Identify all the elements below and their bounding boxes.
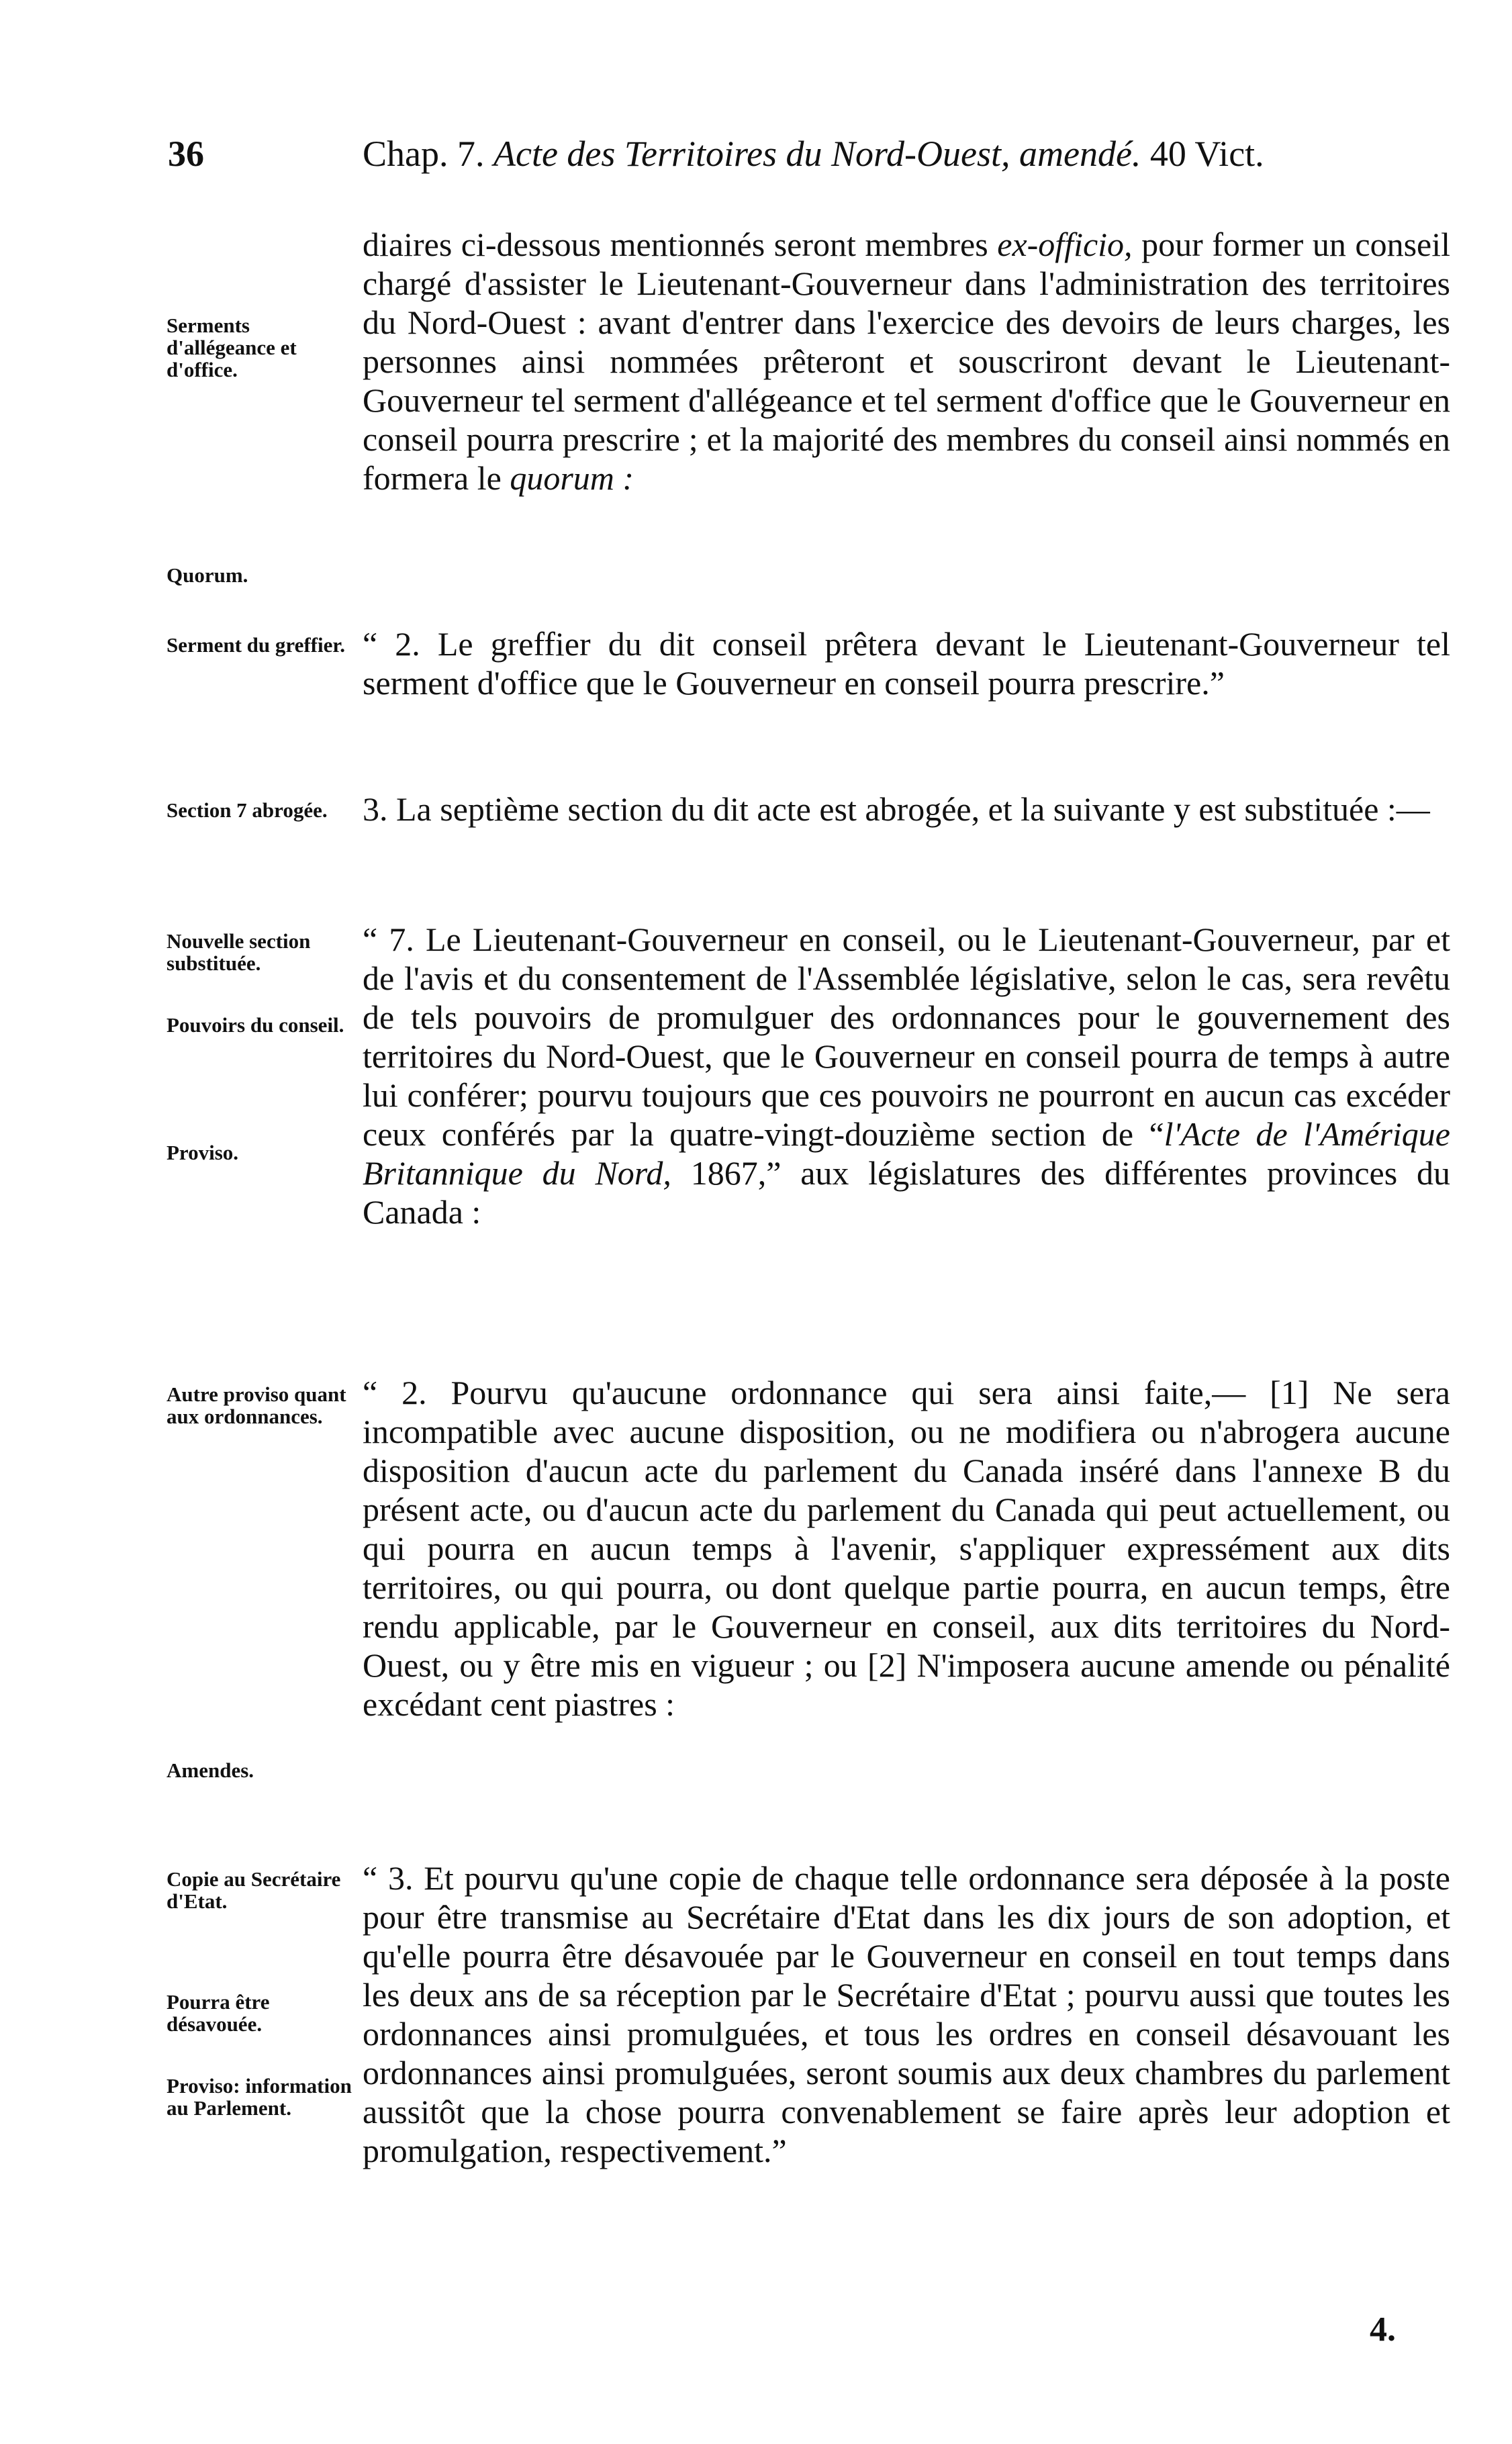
p4-text-a: “ 7. Le Lieutenant-Gouverneur en conseil, ou le Lieutenant-Gouverneur, par et de l'avis et du consentement de l'Assemblée législative, selon le cas, sera revêtu de tels pouvoirs de promulguer des ordonnances pour le gouvernement des territoires du Nord-Ouest, que le Gouverneur en conseil pourra de temps à autre lui conférer; pourvu toujours que ces pouvoirs ne pourront en aucun cas excéder ceux conférés par la quatre-vingt-douzième section de “ <box>363 921 1450 1153</box>
running-header <box>168 133 1444 180</box>
p3-text: 3. La septième section du dit acte est abrogée, et la suivante y est substituée :— <box>363 790 1430 828</box>
p4-text-b: 1867,” aux législatures des différentes provinces du Canada : <box>363 1154 1450 1231</box>
margin-note-pouvoirs: Pouvoirs du conseil. <box>167 1013 344 1037</box>
p4-act-title: l'Acte de l'Amérique Britannique du Nord, <box>363 1115 1450 1192</box>
paragraph-2 <box>363 624 1450 702</box>
p5-text: “ 2. Pourvu qu'aucune ordonnance qui sera ainsi faite,— [1] Ne sera incompatible avec aucune disposition, ou ne modifiera ou n'abrogera aucune disposition d'aucun acte du parlement du Canada inséré dans l'annexe B du présent acte, ou d'aucun acte du parlement du Canada qui peut actuellement, ou qui pourra en aucun temps à l'avenir, s'appliquer expressément aux dits territoires, ou qui pourra, ou dont quelque partie pourra, en aucun temps, être rendu applicable, par le Gouverneur en conseil, aux dits territoires du Nord-Ouest, ou y être mis en vigueur ; ou [2] N'imposera aucune amende ou pénalité excédant cent piastres : <box>363 1374 1450 1723</box>
paragraph-1 <box>363 225 1450 498</box>
p2-text: “ 2. Le greffier du dit conseil prêtera devant le Lieutenant-Gouverneur tel serment d'office que le Gouverneur en conseil pourra prescrire.” <box>363 625 1450 702</box>
running-title <box>363 133 1264 175</box>
margin-note-copie: Copie au Secrétaire d'Etat. <box>167 1867 341 1913</box>
margin-note-quorum: Quorum. <box>167 563 248 587</box>
margin-note-desavouee: Pourra être désavouée. <box>167 1990 270 2036</box>
paragraph-4 <box>363 920 1450 1231</box>
paragraph-5 <box>363 1373 1450 1724</box>
margin-note-proviso: Proviso. <box>167 1141 239 1164</box>
margin-note-serments: Serments d'allégeance et d'office. <box>167 314 297 381</box>
p1-text-a: diaires ci-dessous mentionnés seront membres <box>363 226 988 263</box>
p6-text: “ 3. Et pourvu qu'une copie de chaque telle ordonnance sera déposée à la poste pour être transmise au Secrétaire d'Etat dans les dix jours de son adoption, et qu'elle pourra être désavouée par le Gouverneur en conseil en tout temps dans les deux ans de sa réception par le Secrétaire d'Etat ; pourvu aussi que toutes les ordonnances ainsi promulguées, et tous les ordres en conseil désavouant les ordonnances ainsi promulguées, seront soumis aux deux chambres du parlement aussitôt que la chose pourra convenablement se faire après leur adoption et promulgation, respectivement.” <box>363 1859 1450 2169</box>
paragraph-6 <box>363 1859 1450 2170</box>
p1-text-b: pour former un conseil chargé d'assister le Lieutenant-Gouverneur dans l'administration des territoires du Nord-Ouest : avant d'entrer dans l'exercice des devoirs de leurs charges, les personnes ainsi nommées prêteront et souscriront devant le Lieutenant-Gouverneur tel serment d'allégeance et tel serment d'office que le Gouverneur en conseil pourra prescrire ; et la majorité des membres du conseil ainsi nommés en formera le <box>363 226 1451 497</box>
margin-note-autre-proviso: Autre proviso quant aux ordonnances. <box>167 1382 346 1428</box>
paragraph-3 <box>363 790 1450 829</box>
margin-note-amendes: Amendes. <box>167 1758 254 1782</box>
p1-exofficio: ex-officio, <box>997 226 1133 263</box>
margin-note-nouvelle-section: Nouvelle section substituée. <box>167 929 311 975</box>
regnal-year: 40 Vict. <box>1149 134 1264 174</box>
p1-quorum: quorum : <box>510 459 634 497</box>
page-number: 36 <box>168 134 204 174</box>
margin-note-section-abrogee: Section 7 abrogée. <box>167 798 328 822</box>
chapter-label: Chap. 7. <box>363 134 485 174</box>
act-title: Acte des Territoires du Nord-Ouest, amendé. <box>493 134 1141 174</box>
section-signature: 4. <box>1370 2310 1396 2349</box>
margin-note-proviso-information: Proviso: information au Parlement. <box>167 2074 352 2120</box>
margin-note-serment-greffier: Serment du greffier. <box>167 633 346 657</box>
